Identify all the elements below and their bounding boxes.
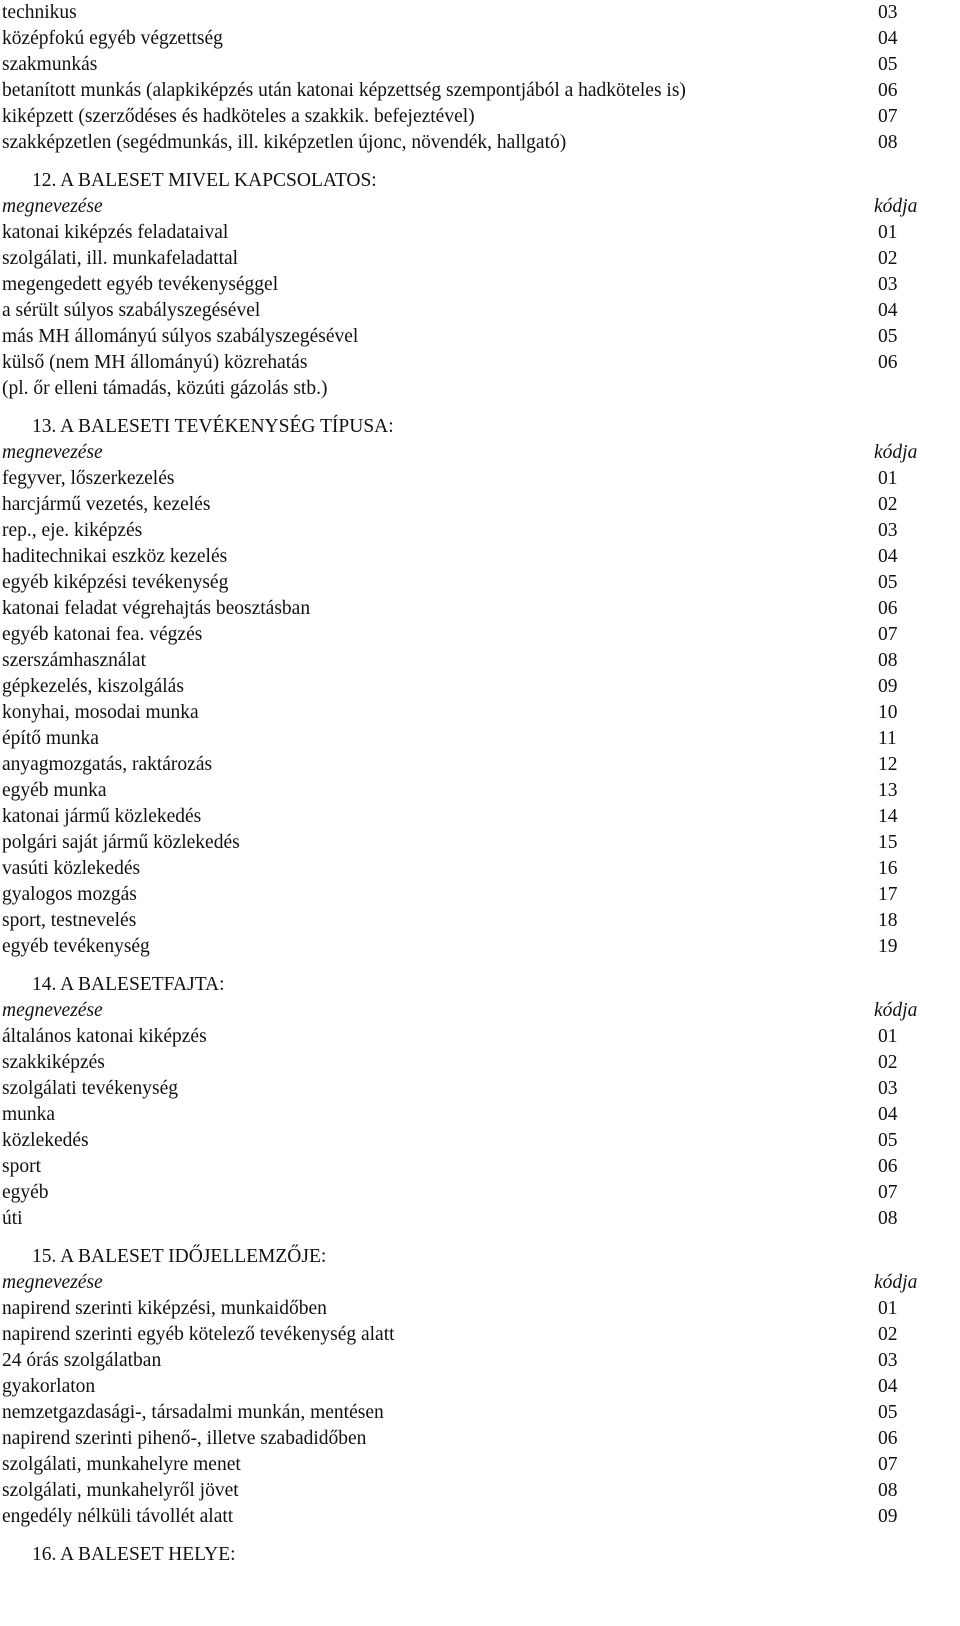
list-item: rep., eje. kiképzés 03: [2, 520, 898, 541]
list-item: szolgálati, ill. munkafeladattal 02: [2, 248, 898, 269]
list-item: szakkiképzés 02: [2, 1052, 898, 1073]
list-item: katonai kiképzés feladataival 01: [2, 222, 898, 243]
list-item: egyéb katonai fea. végzés 07: [2, 624, 898, 645]
list-item: egyéb tevékenység 19: [2, 936, 898, 957]
list-item: konyhai, mosodai munka 10: [2, 702, 898, 723]
list-item: szakmunkás 05: [2, 54, 898, 75]
list-item: egyéb kiképzési tevékenység 05: [2, 572, 898, 593]
section-title: 15. A BALESET IDŐJELLEMZŐJE:: [32, 1246, 327, 1267]
list-item: vasúti közlekedés 16: [2, 858, 898, 879]
column-header: megnevezése kódja: [2, 442, 918, 463]
section-title: 13. A BALESETI TEVÉKENYSÉG TÍPUSA:: [32, 416, 394, 437]
column-header: megnevezése kódja: [2, 196, 918, 217]
list-item: gépkezelés, kiszolgálás 09: [2, 676, 898, 697]
list-item: napirend szerinti egyéb kötelező tevékenység alatt 02: [2, 1324, 898, 1345]
list-item: technikus 03: [2, 2, 898, 23]
list-item: anyagmozgatás, raktározás 12: [2, 754, 898, 775]
column-header: megnevezése kódja: [2, 1000, 918, 1021]
list-item: középfokú egyéb végzettség 04: [2, 28, 898, 49]
list-item: közlekedés 05: [2, 1130, 898, 1151]
list-item: gyakorlaton 04: [2, 1376, 898, 1397]
list-item: napirend szerinti kiképzési, munkaidőben 01: [2, 1298, 898, 1319]
list-item: szolgálati, munkahelyre menet 07: [2, 1454, 898, 1475]
list-item: szerszámhasználat 08: [2, 650, 898, 671]
list-item: haditechnikai eszköz kezelés 04: [2, 546, 898, 567]
section-title: 16. A BALESET HELYE:: [32, 1544, 236, 1565]
section-title: 12. A BALESET MIVEL KAPCSOLATOS:: [32, 170, 377, 191]
list-item-note: (pl. őr elleni támadás, közúti gázolás stb.): [2, 378, 328, 399]
list-item: fegyver, lőszerkezelés 01: [2, 468, 898, 489]
list-item: úti 08: [2, 1208, 898, 1229]
list-item: napirend szerinti pihenő-, illetve szabadidőben 06: [2, 1428, 898, 1449]
list-item: munka 04: [2, 1104, 898, 1125]
list-item: külső (nem MH állományú) közrehatás 06: [2, 352, 898, 373]
list-item: megengedett egyéb tevékenységgel 03: [2, 274, 898, 295]
list-item: más MH állományú súlyos szabályszegésével 05: [2, 326, 898, 347]
column-header: megnevezése kódja: [2, 1272, 918, 1293]
list-item: gyalogos mozgás 17: [2, 884, 898, 905]
list-item: szolgálati tevékenység 03: [2, 1078, 898, 1099]
list-item: általános katonai kiképzés 01: [2, 1026, 898, 1047]
list-item: engedély nélküli távollét alatt 09: [2, 1506, 898, 1527]
section-title: 14. A BALESETFAJTA:: [32, 974, 225, 995]
list-item: sport, testnevelés 18: [2, 910, 898, 931]
list-item: betanított munkás (alapkiképzés után katonai képzettség szempontjából a hadköteles is) 06: [2, 80, 898, 101]
list-item: kiképzett (szerződéses és hadköteles a szakkik. befejeztével) 07: [2, 106, 898, 127]
list-item: sport 06: [2, 1156, 898, 1177]
list-item: katonai feladat végrehajtás beosztásban 06: [2, 598, 898, 619]
list-item: szakképzetlen (segédmunkás, ill. kiképzetlen újonc, növendék, hallgató) 08: [2, 132, 898, 153]
list-item: 24 órás szolgálatban 03: [2, 1350, 898, 1371]
list-item: nemzetgazdasági-, társadalmi munkán, mentésen 05: [2, 1402, 898, 1423]
list-item: a sérült súlyos szabályszegésével 04: [2, 300, 898, 321]
list-item: katonai jármű közlekedés 14: [2, 806, 898, 827]
list-item: építő munka 11: [2, 728, 897, 749]
list-item: egyéb 07: [2, 1182, 898, 1203]
list-item: harcjármű vezetés, kezelés 02: [2, 494, 898, 515]
list-item: szolgálati, munkahelyről jövet 08: [2, 1480, 898, 1501]
list-item: polgári saját jármű közlekedés 15: [2, 832, 898, 853]
list-item: egyéb munka 13: [2, 780, 898, 801]
